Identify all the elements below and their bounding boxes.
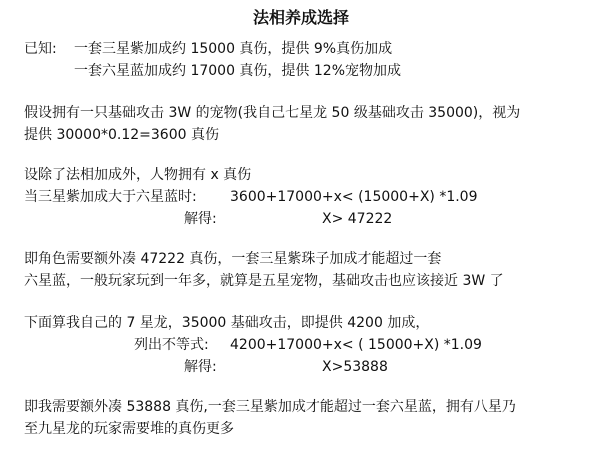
assumption-line-1: 假设拥有一只基础攻击 3W 的宠物(我自己七星龙 50 级基础攻击 35000)，视为 [24,105,521,121]
known-label: 已知: [24,41,57,57]
setup-inequality: 3600+17000+x< (15000+X) *1.09 [230,189,478,205]
conclusion2-line-2: 至九星龙的玩家需要堆的真伤更多 [24,421,234,437]
mine-inequality-label: 列出不等式: [134,337,209,353]
known-item-2: 一套六星蓝加成约 17000 真伤，提供 12%宠物加成 [74,63,402,79]
mine-solve-result: X>53888 [322,359,388,375]
setup-solve-label: 解得: [184,211,217,227]
mine-line-1: 下面算我自己的 7 星龙，35000 基础攻击，即提供 4200 加成， [24,315,430,331]
setup-condition-label: 当三星紫加成大于六星蓝时: [24,189,197,205]
page-title: 法相养成选择 [252,8,349,27]
known-item-1: 一套三星紫加成约 15000 真伤，提供 9%真伤加成 [74,41,393,57]
conclusion1-line-2: 六星蓝，一般玩家玩到一年多，就算是五星宠物，基础攻击也应该接近 3W 了 [24,273,504,289]
conclusion1-line-1: 即角色需要额外凑 47222 真伤，一套三星紫珠子加成才能超过一套 [24,251,442,267]
setup-line-1: 设除了法相加成外，人物拥有 x 真伤 [24,167,252,183]
conclusion2-line-1: 即我需要额外凑 53888 真伤,一套三星紫加成才能超过一套六星蓝，拥有八星乃 [24,399,516,415]
setup-solve-result: X> 47222 [322,211,393,227]
mine-inequality: 4200+17000+x< ( 15000+X) *1.09 [230,337,482,353]
assumption-line-2: 提供 30000*0.12=3600 真伤 [24,127,219,143]
mine-solve-label: 解得: [184,359,217,375]
